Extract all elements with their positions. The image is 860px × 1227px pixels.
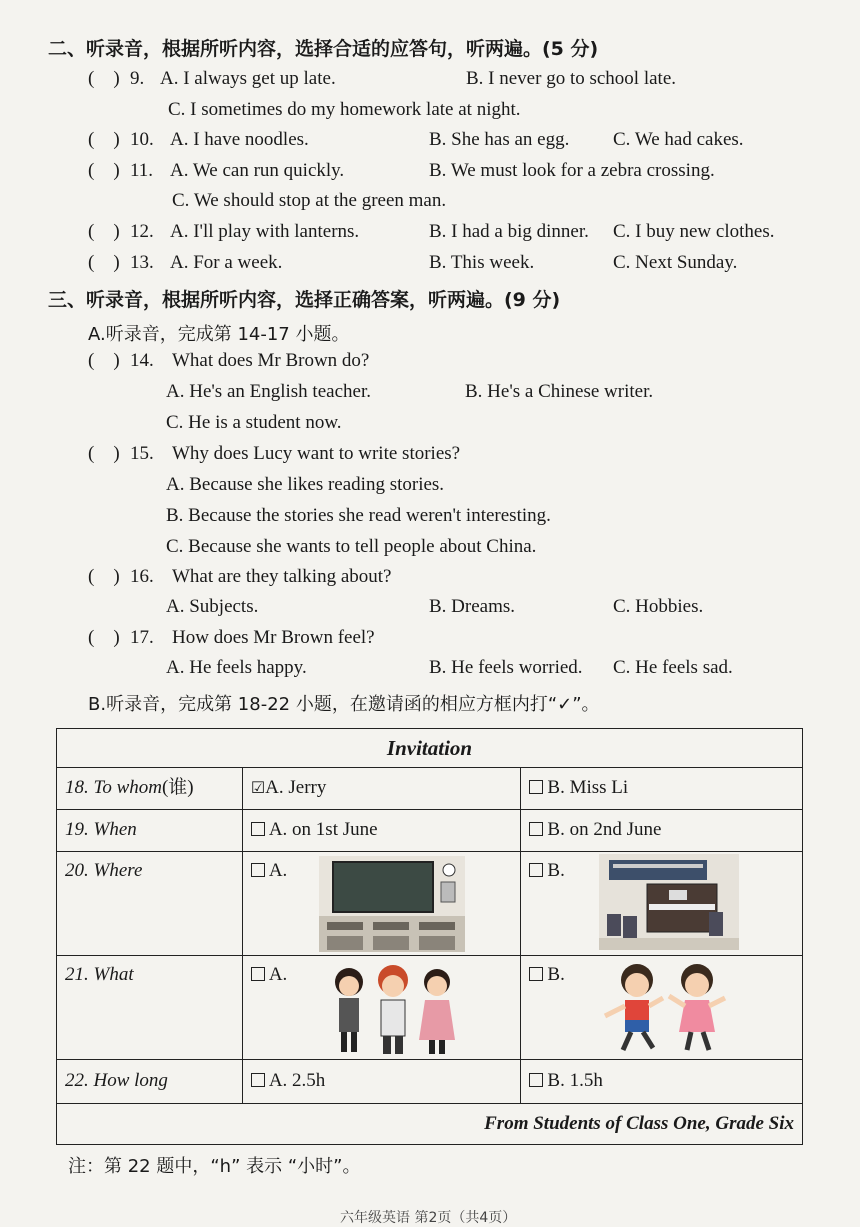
checkbox-icon[interactable]	[251, 863, 265, 877]
q13-num: 13.	[130, 252, 154, 273]
row18-label-cn: (谁)	[161, 777, 194, 798]
q16-num: 16.	[130, 566, 154, 587]
q13-option-b: B. This week.	[429, 252, 535, 273]
invitation-table	[56, 728, 803, 1145]
q16-question: What are they talking about?	[172, 566, 392, 587]
q11-option-b: B. We must look for a zebra crossing.	[429, 160, 715, 181]
answer-paren-16[interactable]: ( )	[88, 566, 120, 587]
q16-option-c: C. Hobbies.	[613, 596, 704, 617]
row20-option-a[interactable]	[242, 852, 521, 956]
invitation-title: Invitation	[57, 729, 803, 768]
answer-paren-14[interactable]: ( )	[88, 350, 120, 371]
q13-option-a: A. For a week.	[170, 252, 283, 273]
answer-paren-9[interactable]: ( )	[88, 68, 120, 89]
answer-paren-12[interactable]: ( )	[88, 221, 120, 242]
q12-option-a: A. I'll play with lanterns.	[170, 221, 360, 242]
q14-option-b: B. He's a Chinese writer.	[465, 381, 654, 402]
answer-paren-11[interactable]: ( )	[88, 160, 120, 181]
kids-singing-image	[323, 960, 463, 1056]
q10-option-a: A. I have noodles.	[170, 129, 309, 150]
q17-question: How does Mr Brown feel?	[172, 627, 375, 648]
q16-option-b: B. Dreams.	[429, 596, 516, 617]
q9-option-c: C. I sometimes do my homework late at night.	[168, 99, 521, 120]
invitation-from: From Students of Class One, Grade Six	[57, 1104, 803, 1145]
row22-option-a-label: A. 2.5h	[268, 1070, 326, 1091]
q15-num: 15.	[130, 443, 154, 464]
row18-option-a-label: A. Jerry	[265, 777, 327, 798]
row21-option-a[interactable]	[242, 956, 521, 1060]
row20-option-b[interactable]	[521, 852, 803, 956]
kids-dancing-image	[597, 958, 737, 1054]
row21-option-b-label: B.	[547, 964, 565, 985]
section2-heading: 二、听录音，根据所听内容，选择合适的应答句，听两遍。(5 分)	[48, 38, 599, 60]
row20-option-a-label: A.	[268, 860, 288, 881]
q15-option-a: A. Because she likes reading stories.	[166, 474, 445, 495]
checkbox-icon[interactable]	[529, 822, 543, 836]
row20-label: 20. Where	[65, 860, 143, 881]
q15-option-c: C. Because she wants to tell people about China.	[166, 536, 537, 557]
answer-paren-13[interactable]: ( )	[88, 252, 120, 273]
section3-part-a: A.听录音，完成第 14-17 小题。	[88, 324, 350, 345]
checkbox-icon[interactable]	[529, 780, 543, 794]
checked-box-icon[interactable]: ☑	[250, 780, 266, 797]
q17-option-c: C. He feels sad.	[613, 657, 733, 678]
answer-paren-15[interactable]: ( )	[88, 443, 120, 464]
section3-part-b: B.听录音，完成第 18-22 小题，在邀请函的相应方框内打“✓”。	[88, 694, 600, 715]
q11-option-a: A. We can run quickly.	[170, 160, 345, 181]
checkbox-icon[interactable]	[251, 1073, 265, 1087]
row21-option-a-label: A.	[268, 964, 288, 985]
q14-option-a: A. He's an English teacher.	[166, 381, 371, 402]
q14-question: What does Mr Brown do?	[172, 350, 370, 371]
q14-num: 14.	[130, 350, 154, 371]
row22-label: 22. How long	[65, 1070, 168, 1091]
q15-option-b: B. Because the stories she read weren't interesting.	[166, 505, 551, 526]
checkbox-icon[interactable]	[251, 967, 265, 981]
q15-question: Why does Lucy want to write stories?	[172, 443, 461, 464]
q10-num: 10.	[130, 129, 154, 150]
row18-option-b[interactable]	[521, 768, 803, 810]
answer-paren-10[interactable]: ( )	[88, 129, 120, 150]
classroom-blackboard-image	[319, 856, 465, 952]
q12-option-c: C. I buy new clothes.	[613, 221, 775, 242]
q11-num: 11.	[130, 160, 154, 181]
row22-option-b[interactable]	[521, 1060, 803, 1104]
checkbox-icon[interactable]	[529, 863, 543, 877]
q9-num: 9.	[130, 68, 145, 89]
row22-option-b-label: B. 1.5h	[547, 1070, 603, 1091]
q10-option-c: C. We had cakes.	[613, 129, 744, 150]
row18-option-a[interactable]	[242, 768, 521, 810]
row19-option-b[interactable]	[521, 810, 803, 852]
row21-option-b[interactable]	[521, 956, 803, 1060]
q11-option-c: C. We should stop at the green man.	[172, 190, 447, 211]
q13-option-c: C. Next Sunday.	[613, 252, 738, 273]
music-room-piano-image	[599, 854, 739, 950]
checkbox-icon[interactable]	[529, 1073, 543, 1087]
answer-paren-17[interactable]: ( )	[88, 627, 120, 648]
section3-heading: 三、听录音，根据所听内容，选择正确答案，听两遍。(9 分)	[48, 289, 561, 311]
page-footer: 六年级英语 第2页（共4页）	[340, 1210, 517, 1226]
q17-option-b: B. He feels worried.	[429, 657, 583, 678]
row19-option-a-label: A. on 1st June	[268, 819, 378, 840]
q16-option-a: A. Subjects.	[166, 596, 259, 617]
checkbox-icon[interactable]	[529, 967, 543, 981]
q12-num: 12.	[130, 221, 154, 242]
q9-option-b: B. I never go to school late.	[466, 68, 677, 89]
q10-option-b: B. She has an egg.	[429, 129, 570, 150]
q12-option-b: B. I had a big dinner.	[429, 221, 589, 242]
row21-label: 21. What	[65, 964, 134, 985]
row19-option-b-label: B. on 2nd June	[547, 819, 662, 840]
footnote: 注：第 22 题中，“h” 表示 “小时”。	[68, 1156, 361, 1177]
row22-option-a[interactable]	[242, 1060, 521, 1104]
checkbox-icon[interactable]	[251, 822, 265, 836]
row20-option-b-label: B.	[547, 860, 565, 881]
row19-label: 19. When	[65, 819, 137, 840]
q14-option-c: C. He is a student now.	[166, 412, 342, 433]
q9-option-a: A. I always get up late.	[160, 68, 336, 89]
q17-num: 17.	[130, 627, 154, 648]
row18-label: 18. To whom	[65, 777, 162, 798]
row18-option-b-label: B. Miss Li	[547, 777, 629, 798]
row19-option-a[interactable]	[242, 810, 521, 852]
q17-option-a: A. He feels happy.	[166, 657, 307, 678]
